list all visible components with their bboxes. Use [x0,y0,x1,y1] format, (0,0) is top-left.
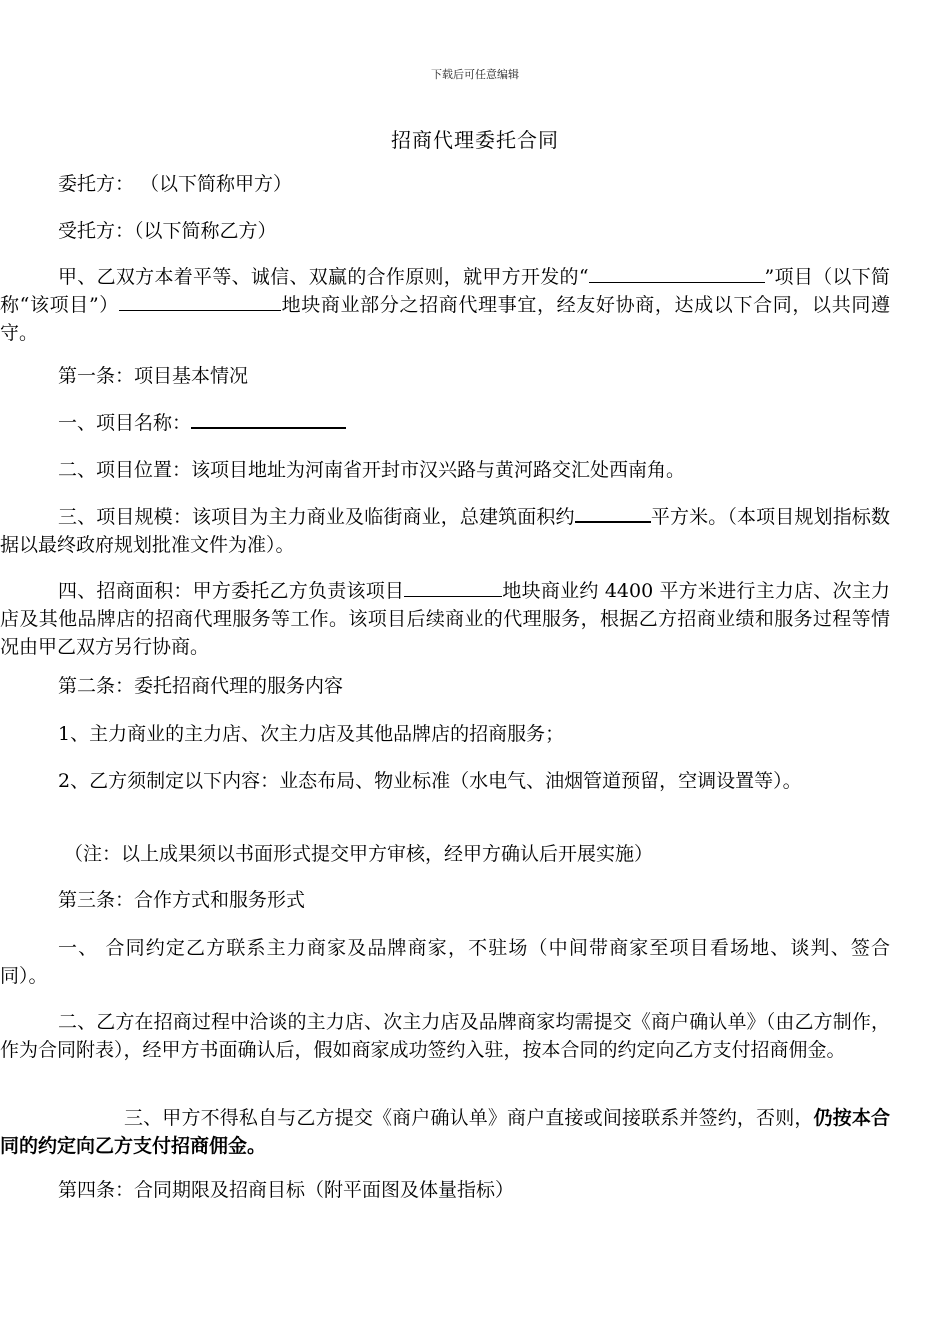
header-note: 下载后可任意编辑 [431,68,519,81]
plot-blank [119,292,281,311]
intro-paragraph [0,263,890,347]
intro-text-2: ” [764,266,775,288]
item-3-text-b: 平方米。（本项目规划指标数据以最终政府规划批准文件为准）。 [0,506,890,556]
article-1-heading: 第一条：项目基本情况 [58,365,249,387]
project-name-blank [589,264,765,283]
article-1-item-4 [0,577,890,661]
article-2-heading: 第二条：委托招商代理的服务内容 [58,675,344,697]
item-3-3-text-bold: 仍按本合同的约定向乙方支付招商佣金。 [0,1107,890,1157]
article-3-heading: 第三条：合作方式和服务形式 [58,889,306,911]
party-entrusting: 委托方： （以下简称甲方） [58,173,293,195]
intro-text-3: 项目（以下简称“该项目”） [0,266,890,316]
article-1-item-3 [0,503,890,559]
article-1-item-1 [0,409,890,437]
article-2-item-2: 2、乙方须制定以下内容：业态布局、物业标准（水电气、油烟管道预留，空调设置等）。 [58,770,802,792]
article-4-heading: 第四条：合同期限及招商目标（附平面图及体量指标） [58,1179,515,1201]
article-3-item-3 [0,1104,890,1160]
article-2-note: （注：以上成果须以书面形式提交甲方审核，经甲方确认后开展实施） [64,843,654,865]
article-1-item-2: 二、项目位置：该项目地址为河南省开封市汉兴路与黄河路交汇处西南角。 [58,459,686,481]
intro-text-4: 地块商业部分之招商代理事宜，经友好协商，达成以下合同，以共同遵守。 [0,294,890,344]
item-4-text-b: 地块商业约 4400 平方米进行主力店、次主力店及其他品牌店的招商代理服务等工作。该项目后续商业的代理服务，根据乙方招商业绩和服务过程等情况由甲乙双方另行协商。 [0,580,890,658]
article-3-item-1: 一、 合同约定乙方联系主力商家及品牌商家，不驻场（中间带商家至项目看场地、谈判、签合同）。 [0,937,890,987]
item-4-text-a: 四、招商面积：甲方委托乙方负责该项目 [58,580,405,602]
project-name-field-blank [191,409,346,429]
area-blank [575,503,651,523]
article-2-item-1: 1、主力商业的主力店、次主力店及其他品牌店的招商服务； [58,723,565,745]
item-1-label: 一、项目名称： [58,412,192,434]
item-3-3-text-a: 三、甲方不得私自与乙方提交《商户确认单》商户直接或间接联系并签约，否则， [124,1107,814,1129]
plot-number-blank [404,578,502,597]
party-entrusted: 受托方：（以下简称乙方） [58,220,277,242]
document-title: 招商代理委托合同 [391,128,559,152]
item-3-text-a: 三、项目规模：该项目为主力商业及临街商业，总建筑面积约 [58,506,575,528]
intro-text-1: 甲、乙双方本着平等、诚信、双赢的合作原则，就甲方开发的“ [58,266,589,288]
article-3-item-2: 二、乙方在招商过程中洽谈的主力店、次主力店及品牌商家均需提交《商户确认单》（由乙方制作，作为合同附表），经甲方书面确认后，假如商家成功签约入驻，按本合同的约定向乙方支付招商佣金。 [0,1011,890,1061]
